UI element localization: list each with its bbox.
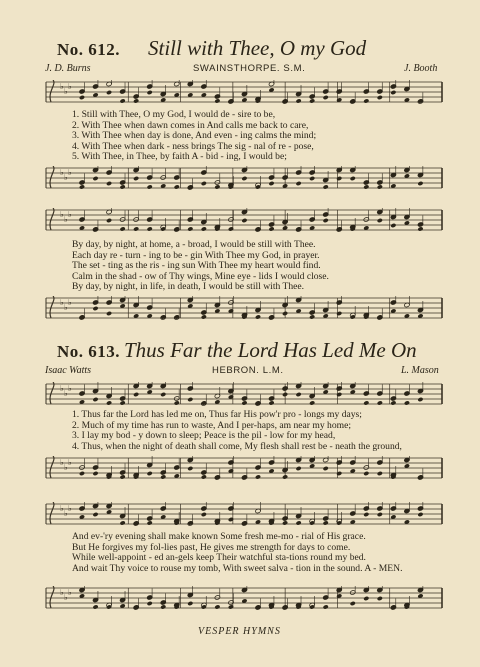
hymn-612-verse-lyrics-a: 1. Still with Thee, O my God, I would de - sire to be, 2. With Thee when dawn comes in And calls me back to care, 3. With Thee when day is done, And even - ing calms the mind; 4. With Thee when dark - ness brings The sig - nal of re - pose, 5. With Thee, in Thee, by faith A - bid - ing, I would be;	[72, 109, 317, 163]
music-staff-treble	[0, 208, 480, 232]
svg-text:♭: ♭	[60, 384, 64, 393]
svg-text:♭: ♭	[68, 588, 72, 597]
svg-text:♭: ♭	[64, 303, 68, 312]
hymn-613-tune: HEBRON. L.M.	[212, 365, 284, 376]
svg-text:♭: ♭	[60, 458, 64, 467]
svg-text:♭: ♭	[64, 87, 68, 96]
svg-text:♭: ♭	[68, 210, 72, 219]
svg-text:♭: ♭	[64, 173, 68, 182]
svg-text:♭: ♭	[68, 458, 72, 467]
hymn-613-composer: L. Mason	[401, 365, 439, 376]
svg-text:♭: ♭	[64, 215, 68, 224]
svg-text:♭: ♭	[60, 588, 64, 597]
svg-text:♭: ♭	[68, 504, 72, 513]
svg-text:♭: ♭	[60, 298, 64, 307]
music-staff-bass	[0, 456, 480, 480]
svg-text:♭: ♭	[60, 168, 64, 177]
hymn-612-title: Still with Thee, O my God	[148, 36, 367, 60]
hymn-612-composer: J. Booth	[404, 63, 438, 74]
svg-text:♭: ♭	[60, 504, 64, 513]
music-staff-treble	[0, 502, 480, 526]
svg-text:♭: ♭	[64, 463, 68, 472]
svg-text:♭: ♭	[68, 168, 72, 177]
hymn-613-title: Thus Far the Lord Has Led Me On	[124, 338, 417, 362]
svg-text:♭: ♭	[64, 389, 68, 398]
page-footer: VESPER HYMNS	[198, 626, 281, 637]
music-staff-bass	[0, 296, 480, 320]
hymn-612-number: No. 612.	[57, 40, 121, 59]
hymn-612-author: J. D. Burns	[45, 63, 91, 74]
svg-text:♭: ♭	[64, 509, 68, 518]
svg-text:♭: ♭	[68, 82, 72, 91]
music-staff-treble	[0, 80, 480, 104]
svg-text:♭: ♭	[60, 82, 64, 91]
hymn-613-verse-lyrics-a: 1. Thus far the Lord has led me on, Thus far His pow'r pro - longs my days; 2. Much of my time has run to waste, And I per-haps, am near my home; 3. I lay my bod - y down to sleep; Peace is the pil - low for my head, 4. Thus, when the night of death shall come, My flesh shall rest be - neath the ground,	[72, 409, 402, 452]
hymn-613-number: No. 613.	[57, 342, 121, 361]
svg-text:♭: ♭	[64, 593, 68, 602]
hymn-613-verse-lyrics-b: And ev-'ry evening shall make known Some fresh me-mo - rial of His grace. But He forgives my fol-lies past, He gives me strength for days to come. While well-appoint - ed an-gels keep Their watchful sta-tions round my bed. And wait Thy voice to rouse my tomb, With sweet salva - tion in the sound. A - MEN.	[72, 531, 403, 574]
svg-text:♭: ♭	[68, 384, 72, 393]
hymn-612-verse-lyrics-b: By day, by night, at home, a - broad, I would be still with Thee. Each day re - turn - ing to be - gin With Thee my God, in prayer. The set - ting as the ris - ing sun With Thee my heart would find. Calm in the shad - ow of Thy wings, Mine eye - lids I would close. By day, by night, in life, in death, I would be still with Thee.	[72, 239, 329, 293]
music-staff-bass	[0, 586, 480, 610]
music-staff-bass	[0, 166, 480, 190]
svg-text:♭: ♭	[60, 210, 64, 219]
music-staff-treble	[0, 382, 480, 406]
svg-text:♭: ♭	[68, 298, 72, 307]
hymn-612-tune: SWAINSTHORPE. S.M.	[193, 63, 306, 74]
hymn-613-author: Isaac Watts	[45, 365, 92, 376]
